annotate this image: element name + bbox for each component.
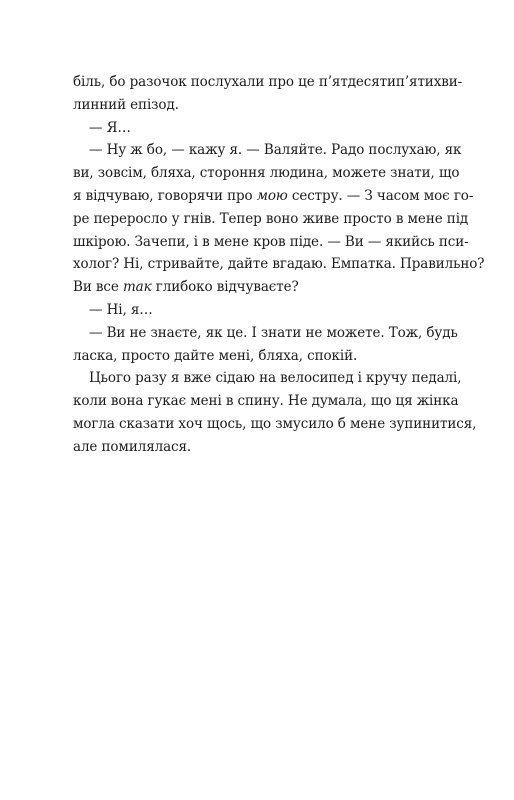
- text-line: коли вона гукає мені в спину. Не думала, що ця жінка: [73, 393, 459, 410]
- text-line: ласка, просто дайте мені, бляха, спокій.: [73, 347, 358, 364]
- text-line: але помилялася.: [73, 438, 192, 455]
- text-line: Цього разу я вже сідаю на велосипед і кручу педалі,: [89, 370, 462, 387]
- text-line: ви, зовсім, бляха, стороння людина, можете знати, що: [73, 165, 460, 182]
- text-line: — Я…: [89, 119, 131, 136]
- italic-emphasis: так: [122, 279, 152, 296]
- text-line: — Ні, я…: [89, 301, 153, 318]
- body-text: [73, 71, 485, 459]
- text-line: холог? Ні, стривайте, дайте вгадаю. Емпатка. Правильно?: [73, 256, 485, 273]
- text-line: біль, бо разочок послухали про це п’ятдесятип’ятихви-: [73, 74, 463, 90]
- text-line: шкірою. Зачепи, і в мене кров піде. — Ви — якийсь пси-: [73, 233, 469, 250]
- italic-emphasis: мою: [256, 187, 288, 204]
- text-line: ре переросло у гнів. Тепер воно живе просто в мене під: [73, 210, 469, 227]
- text-line: линний епізод.: [73, 96, 179, 113]
- text-line: — Ну ж бо, — кажу я. — Валяйте. Радо послухаю, як: [89, 142, 462, 159]
- text-line: — Ви не знаєте, як це. І знати не можете. Тож, будь: [89, 324, 458, 341]
- text-line: Ви все так глибоко відчуваєте?: [73, 279, 299, 296]
- text-line: могла сказати хоч щось, що змусило б мене зупинитися,: [73, 415, 477, 432]
- text-line: я відчуваю, говорячи про мою сестру. — З часом моє го-: [73, 187, 474, 204]
